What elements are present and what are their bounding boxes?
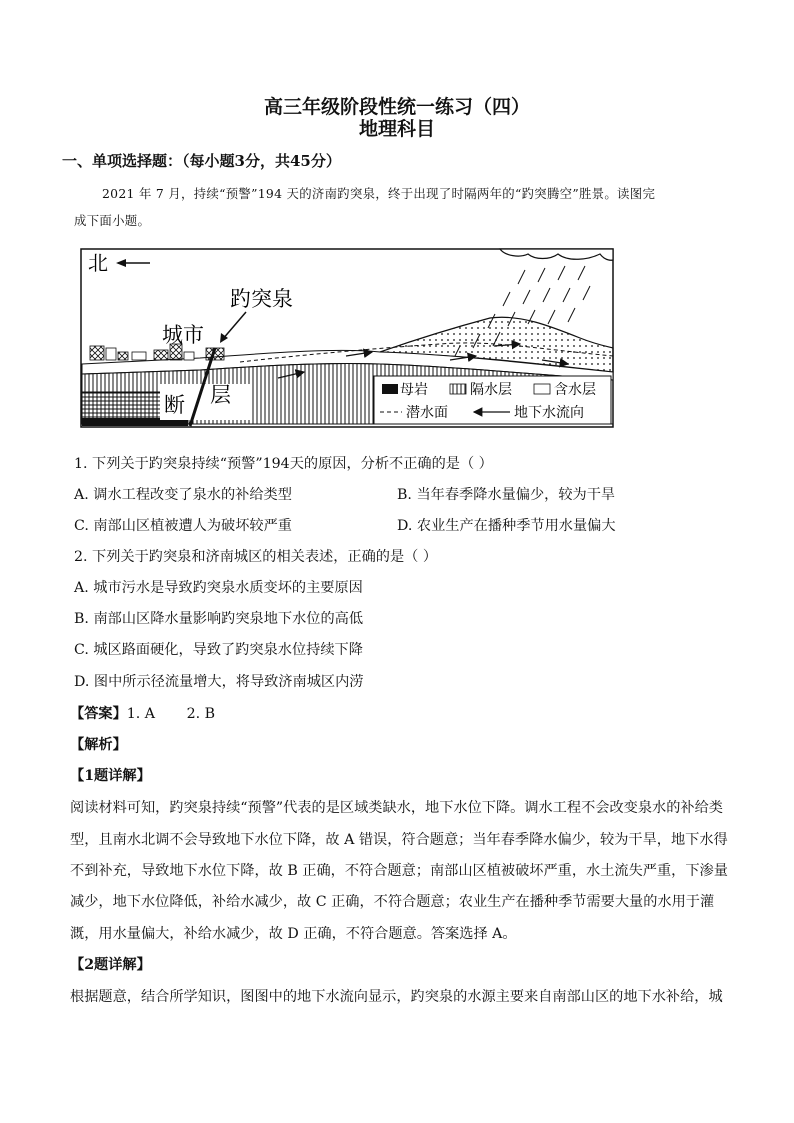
legend-aquiclude: 隔水层 [470, 382, 512, 398]
answer-label: 【答案】 [70, 706, 127, 722]
fault-label-2: 层 [210, 383, 231, 407]
detail1-label: 【1题详解】 [70, 768, 151, 784]
detail2-line-1: 根据题意，结合所学知识，图图中的地下水流向显示，趵突泉的水源主要来自南部山区的地下水补给，城 [70, 989, 723, 1005]
fault-label-1: 断 [164, 393, 185, 417]
q1-option-b: B. 当年春季降水量偏少，较为干旱 [397, 487, 616, 503]
diagram-svg [80, 248, 614, 428]
detail1-line-1: 阅读材料可知，趵突泉持续“预警”代表的是区域类缺水，地下水位下降。调水工程不会改变泉水的补给类 [70, 800, 723, 816]
exam-title: 高三年级阶段性统一练习（四） [263, 96, 530, 118]
q1-option-c: C. 南部山区植被遭人为破坏较严重 [74, 518, 292, 534]
answer-line [70, 703, 215, 723]
analysis-label: 【解析】 [70, 737, 127, 753]
legend-aquiclude-swatch [450, 384, 466, 394]
legend-flow: 地下水流向 [514, 405, 584, 421]
north-label: 北 [88, 251, 108, 275]
groundwater-diagram [80, 248, 614, 428]
section-heading: 一、单项选择题：（每小题3分，共45分） [62, 152, 341, 170]
legend-water-table: 潜水面 [406, 405, 448, 421]
intro-line-2: 成下面小题。 [74, 213, 151, 228]
legend-aquifer: 含水层 [554, 382, 596, 398]
detail1-line-5: 溉，用水量偏大，补给水减少，故 D 正确，不符合题意。答案选择 A。 [70, 926, 517, 942]
q1-option-a: A. 调水工程改变了泉水的补给类型 [74, 487, 292, 503]
q2-option-b: B. 南部山区降水量影响趵突泉地下水位的高低 [74, 611, 364, 627]
q1-option-d: D. 农业生产在播种季节用水量偏大 [397, 518, 616, 534]
q1-stem: 1. 下列关于趵突泉持续“预警”194天的原因，分析不正确的是（ ） [74, 456, 493, 472]
spring-label: 趵突泉 [230, 287, 293, 311]
answer-value: 1. A 2. B [126, 706, 216, 722]
q2-option-c: C. 城区路面硬化，导致了趵突泉水位持续下降 [74, 642, 363, 658]
detail1-line-3: 不到补充，导致地下水位下降，故 B 正确，不符合题意；南部山区植被破坏严重，水土流失严重，下渗量 [70, 863, 728, 879]
detail1-line-2: 型，且南水北调不会导致地下水位下降，故 A 错误，符合题意；当年春季降水偏少，较为干旱，地下水得 [70, 832, 728, 848]
q2-stem: 2. 下列关于趵突泉和济南城区的相关表述，正确的是（ ） [74, 549, 438, 565]
subject-title: 地理科目 [358, 118, 435, 140]
legend-aquifer-swatch [534, 384, 550, 394]
detail1-line-4: 减少，地下水位降低，补给水减少，故 C 正确，不符合题意；农业生产在播种季节需要大量的水用于灌 [70, 894, 715, 910]
legend-bedrock: 母岩 [400, 382, 428, 398]
detail2-label: 【2题详解】 [70, 957, 151, 973]
intro-line-1: 2021 年 7 月，持续“预警”194 天的济南趵突泉，终于出现了时隔两年的“趵突腾空”胜景。读图完 [102, 186, 656, 201]
q2-option-a: A. 城市污水是导致趵突泉水质变坏的主要原因 [74, 580, 363, 596]
city-label: 城市 [162, 323, 204, 347]
legend-bedrock-swatch [382, 384, 398, 394]
q2-option-d: D. 图中所示径流量增大，将导致济南城区内涝 [74, 674, 364, 690]
